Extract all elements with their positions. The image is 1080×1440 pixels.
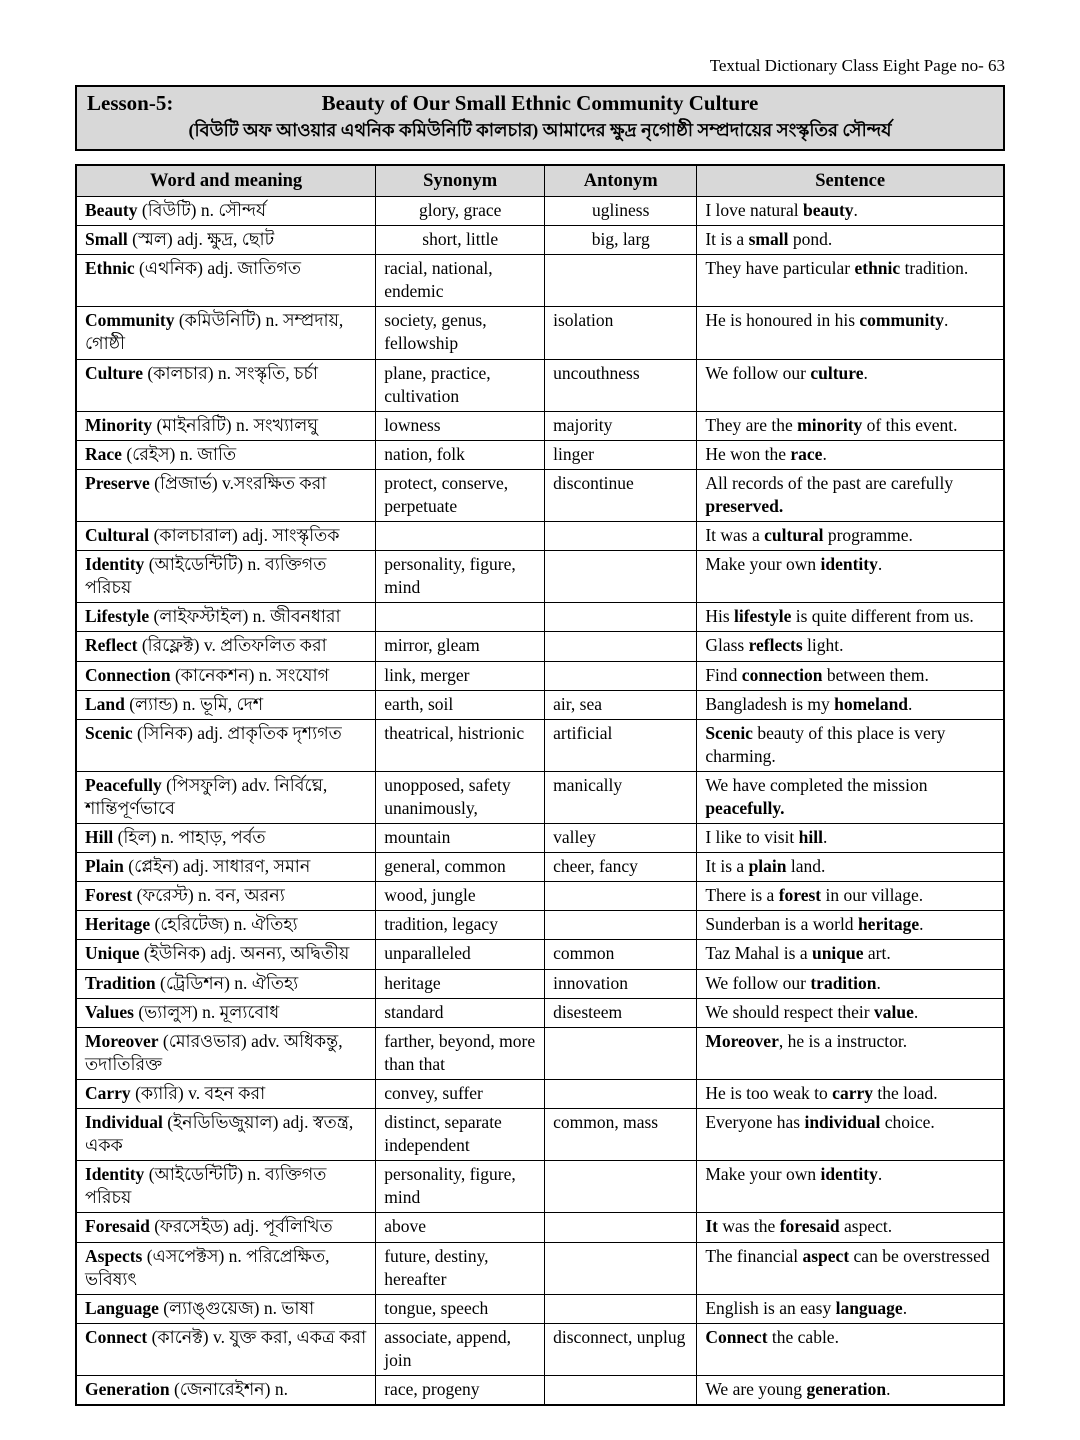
table-row	[76, 226, 1004, 255]
table-row	[76, 255, 1004, 307]
column-header-sentence: Sentence	[697, 165, 1004, 197]
table-row	[76, 853, 1004, 882]
synonym-cell: glory, grace	[376, 196, 545, 225]
synonym-cell: standard	[376, 998, 545, 1027]
column-header-synonym: Synonym	[376, 165, 545, 197]
word-and-meaning-cell: Plain (প্লেইন) adj. সাধারণ, সমান	[76, 853, 376, 882]
sentence-cell: Make your own identity.	[697, 1161, 1004, 1213]
antonym-cell	[545, 1079, 697, 1108]
synonym-cell: heritage	[376, 969, 545, 998]
synonym-cell: earth, soil	[376, 690, 545, 719]
sentence-cell: They are the minority of this event.	[697, 411, 1004, 440]
table-row	[76, 1213, 1004, 1242]
lesson-subtitle-bengali: (বিউটি অফ আওয়ার এথনিক কমিউনিটি কালচার) আমাদের ক্ষুদ্র নৃগোষ্ঠী সম্প্রদায়ের সংস্কৃতির সৌন্দর্য	[188, 120, 892, 141]
word-and-meaning-cell: Small (স্মল) adj. ক্ষুদ্র, ছোট	[76, 226, 376, 255]
page-header: Textual Dictionary Class Eight Page no- 63	[709, 56, 1005, 75]
table-row	[76, 1109, 1004, 1161]
sentence-cell: I like to visit hill.	[697, 824, 1004, 853]
synonym-cell: associate, append, join	[376, 1323, 545, 1375]
sentence-cell: Glass reflects light.	[697, 632, 1004, 661]
word-and-meaning-cell: Aspects (এসপেক্টস) n. পরিপ্রেক্ষিত, ভবিষ্যৎ	[76, 1242, 376, 1294]
synonym-cell: plane, practice, cultivation	[376, 359, 545, 411]
table-row	[76, 998, 1004, 1027]
antonym-cell	[545, 661, 697, 690]
word-and-meaning-cell: Culture (কালচার) n. সংস্কৃতি, চর্চা	[76, 359, 376, 411]
sentence-cell: Make your own identity.	[697, 551, 1004, 603]
word-and-meaning-cell: Beauty (বিউটি) n. সৌন্দর্য	[76, 196, 376, 225]
antonym-cell: innovation	[545, 969, 697, 998]
antonym-cell: manically	[545, 771, 697, 823]
synonym-cell: unparalleled	[376, 940, 545, 969]
table-header-row	[76, 165, 1004, 197]
synonym-cell: protect, conserve, perpetuate	[376, 469, 545, 521]
table-row	[76, 307, 1004, 359]
sentence-cell: We have completed the mission peacefully.	[697, 771, 1004, 823]
synonym-cell: society, genus, fellowship	[376, 307, 545, 359]
table-row	[76, 440, 1004, 469]
table-row	[76, 411, 1004, 440]
lesson-title-box	[75, 85, 1005, 151]
sentence-cell: Connect the cable.	[697, 1323, 1004, 1375]
word-and-meaning-cell: Hill (হিল) n. পাহাড়, পর্বত	[76, 824, 376, 853]
synonym-cell	[376, 603, 545, 632]
word-and-meaning-cell: Language (ল্যাঙ্গুয়েজ) n. ভাষা	[76, 1294, 376, 1323]
sentence-cell: He is honoured in his community.	[697, 307, 1004, 359]
synonym-cell: distinct, separate independent	[376, 1109, 545, 1161]
table-row	[76, 690, 1004, 719]
antonym-cell: disesteem	[545, 998, 697, 1027]
synonym-cell: lowness	[376, 411, 545, 440]
table-row	[76, 359, 1004, 411]
antonym-cell: ugliness	[545, 196, 697, 225]
sentence-cell: All records of the past are carefully preserved.	[697, 469, 1004, 521]
table-row	[76, 1242, 1004, 1294]
table-row	[76, 882, 1004, 911]
word-and-meaning-cell: Generation (জেনারেইশন) n.	[76, 1375, 376, 1405]
table-row	[76, 661, 1004, 690]
antonym-cell	[545, 882, 697, 911]
antonym-cell	[545, 1027, 697, 1079]
word-and-meaning-cell: Moreover (মোরওভার) adv. অধিকন্তু, তদাতিরিক্ত	[76, 1027, 376, 1079]
synonym-cell: racial, national, endemic	[376, 255, 545, 307]
word-and-meaning-cell: Heritage (হেরিটেজ) n. ঐতিহ্য	[76, 911, 376, 940]
sentence-cell: Everyone has individual choice.	[697, 1109, 1004, 1161]
table-row	[76, 522, 1004, 551]
antonym-cell: valley	[545, 824, 697, 853]
synonym-cell: above	[376, 1213, 545, 1242]
table-row	[76, 1294, 1004, 1323]
lesson-title-line	[87, 90, 993, 116]
table-row	[76, 632, 1004, 661]
antonym-cell: cheer, fancy	[545, 853, 697, 882]
antonym-cell	[545, 632, 697, 661]
antonym-cell: disconnect, unplug	[545, 1323, 697, 1375]
synonym-cell: mirror, gleam	[376, 632, 545, 661]
sentence-cell: Sunderban is a world heritage.	[697, 911, 1004, 940]
synonym-cell: race, progeny	[376, 1375, 545, 1405]
word-and-meaning-cell: Unique (ইউনিক) adj. অনন্য, অদ্বিতীয়	[76, 940, 376, 969]
antonym-cell: uncouthness	[545, 359, 697, 411]
antonym-cell: discontinue	[545, 469, 697, 521]
synonym-cell: short, little	[376, 226, 545, 255]
antonym-cell: big, larg	[545, 226, 697, 255]
dictionary-table	[75, 164, 1005, 1407]
word-and-meaning-cell: Reflect (রিফ্লেক্ট) v. প্রতিফলিত করা	[76, 632, 376, 661]
antonym-cell: common, mass	[545, 1109, 697, 1161]
antonym-cell	[545, 1375, 697, 1405]
table-row	[76, 771, 1004, 823]
sentence-cell: Find connection between them.	[697, 661, 1004, 690]
word-and-meaning-cell: Ethnic (এথনিক) adj. জাতিগত	[76, 255, 376, 307]
sentence-cell: It was a cultural programme.	[697, 522, 1004, 551]
antonym-cell	[545, 1242, 697, 1294]
word-and-meaning-cell: Identity (আইডেন্টিটি) n. ব্যক্তিগত পরিচয়	[76, 1161, 376, 1213]
word-and-meaning-cell: Identity (আইডেন্টিটি) n. ব্যক্তিগত পরিচয়	[76, 551, 376, 603]
antonym-cell	[545, 603, 697, 632]
synonym-cell: unopposed, safety unanimously,	[376, 771, 545, 823]
synonym-cell: tradition, legacy	[376, 911, 545, 940]
antonym-cell	[545, 522, 697, 551]
sentence-cell: Bangladesh is my homeland.	[697, 690, 1004, 719]
table-row	[76, 1323, 1004, 1375]
word-and-meaning-cell: Forest (ফরেস্ট) n. বন, অরন্য	[76, 882, 376, 911]
sentence-cell: It is a plain land.	[697, 853, 1004, 882]
table-row	[76, 1375, 1004, 1405]
antonym-cell: isolation	[545, 307, 697, 359]
synonym-cell: mountain	[376, 824, 545, 853]
antonym-cell	[545, 911, 697, 940]
table-row	[76, 469, 1004, 521]
word-and-meaning-cell: Tradition (ট্রেডিশন) n. ঐতিহ্য	[76, 969, 376, 998]
table-row	[76, 824, 1004, 853]
sentence-cell: We follow our tradition.	[697, 969, 1004, 998]
sentence-cell: We should respect their value.	[697, 998, 1004, 1027]
antonym-cell	[545, 551, 697, 603]
word-and-meaning-cell: Values (ভ্যালুস) n. মূল্যবোধ	[76, 998, 376, 1027]
word-and-meaning-cell: Land (ল্যান্ড) n. ভূমি, দেশ	[76, 690, 376, 719]
synonym-cell: personality, figure, mind	[376, 1161, 545, 1213]
word-and-meaning-cell: Connect (কানেক্ট) v. যুক্ত করা, একত্র করা	[76, 1323, 376, 1375]
synonym-cell: nation, folk	[376, 440, 545, 469]
antonym-cell: common	[545, 940, 697, 969]
table-row	[76, 911, 1004, 940]
antonym-cell: artificial	[545, 719, 697, 771]
sentence-cell: There is a forest in our village.	[697, 882, 1004, 911]
sentence-cell: It is a small pond.	[697, 226, 1004, 255]
word-and-meaning-cell: Peacefully (পিসফুলি) adv. নির্বিঘ্নে, শান্তিপূর্ণভাবে	[76, 771, 376, 823]
sentence-cell: We are young generation.	[697, 1375, 1004, 1405]
antonym-cell	[545, 1213, 697, 1242]
table-row	[76, 1027, 1004, 1079]
word-and-meaning-cell: Community (কমিউনিটি) n. সম্প্রদায়, গোষ্ঠী	[76, 307, 376, 359]
sentence-cell: We follow our culture.	[697, 359, 1004, 411]
table-row	[76, 940, 1004, 969]
synonym-cell	[376, 522, 545, 551]
sentence-cell: His lifestyle is quite different from us.	[697, 603, 1004, 632]
antonym-cell: linger	[545, 440, 697, 469]
synonym-cell: convey, suffer	[376, 1079, 545, 1108]
lesson-number-label: Lesson-5:	[87, 91, 174, 115]
lesson-title: Beauty of Our Small Ethnic Community Culture	[321, 91, 759, 115]
table-row	[76, 196, 1004, 225]
word-and-meaning-cell: Lifestyle (লাইফস্টাইল) n. জীবনধারা	[76, 603, 376, 632]
table-row	[76, 969, 1004, 998]
dictionary-table-body	[76, 196, 1004, 1405]
synonym-cell: theatrical, histrionic	[376, 719, 545, 771]
word-and-meaning-cell: Preserve (প্রিজার্ভ) v.সংরক্ষিত করা	[76, 469, 376, 521]
synonym-cell: tongue, speech	[376, 1294, 545, 1323]
synonym-cell: link, merger	[376, 661, 545, 690]
word-and-meaning-cell: Connection (কানেকশন) n. সংযোগ	[76, 661, 376, 690]
table-row	[76, 551, 1004, 603]
sentence-cell: Taz Mahal is a unique art.	[697, 940, 1004, 969]
word-and-meaning-cell: Minority (মাইনরিটি) n. সংখ্যালঘু	[76, 411, 376, 440]
sentence-cell: He won the race.	[697, 440, 1004, 469]
synonym-cell: future, destiny, hereafter	[376, 1242, 545, 1294]
table-row	[76, 603, 1004, 632]
word-and-meaning-cell: Cultural (কালচারাল) adj. সাংস্কৃতিক	[76, 522, 376, 551]
sentence-cell: They have particular ethnic tradition.	[697, 255, 1004, 307]
word-and-meaning-cell: Carry (ক্যারি) v. বহন করা	[76, 1079, 376, 1108]
sentence-cell: English is an easy language.	[697, 1294, 1004, 1323]
table-row	[76, 1079, 1004, 1108]
synonym-cell: wood, jungle	[376, 882, 545, 911]
table-row	[76, 719, 1004, 771]
sentence-cell: It was the foresaid aspect.	[697, 1213, 1004, 1242]
antonym-cell: air, sea	[545, 690, 697, 719]
synonym-cell: farther, beyond, more than that	[376, 1027, 545, 1079]
synonym-cell: personality, figure, mind	[376, 551, 545, 603]
word-and-meaning-cell: Individual (ইনডিভিজুয়াল) adj. স্বতন্ত্র, একক	[76, 1109, 376, 1161]
antonym-cell	[545, 1161, 697, 1213]
sentence-cell: Moreover, he is a instructor.	[697, 1027, 1004, 1079]
sentence-cell: I love natural beauty.	[697, 196, 1004, 225]
sentence-cell: The financial aspect can be overstressed	[697, 1242, 1004, 1294]
column-header-antonym: Antonym	[545, 165, 697, 197]
table-row	[76, 1161, 1004, 1213]
sentence-cell: He is too weak to carry the load.	[697, 1079, 1004, 1108]
antonym-cell	[545, 255, 697, 307]
synonym-cell: general, common	[376, 853, 545, 882]
antonym-cell: majority	[545, 411, 697, 440]
word-and-meaning-cell: Foresaid (ফরসেইড) adj. পূর্বলিখিত	[76, 1213, 376, 1242]
word-and-meaning-cell: Scenic (সিনিক) adj. প্রাকৃতিক দৃশ্যগত	[76, 719, 376, 771]
sentence-cell: Scenic beauty of this place is very charming.	[697, 719, 1004, 771]
column-header-word: Word and meaning	[76, 165, 376, 197]
word-and-meaning-cell: Race (রেইস) n. জাতি	[76, 440, 376, 469]
antonym-cell	[545, 1294, 697, 1323]
